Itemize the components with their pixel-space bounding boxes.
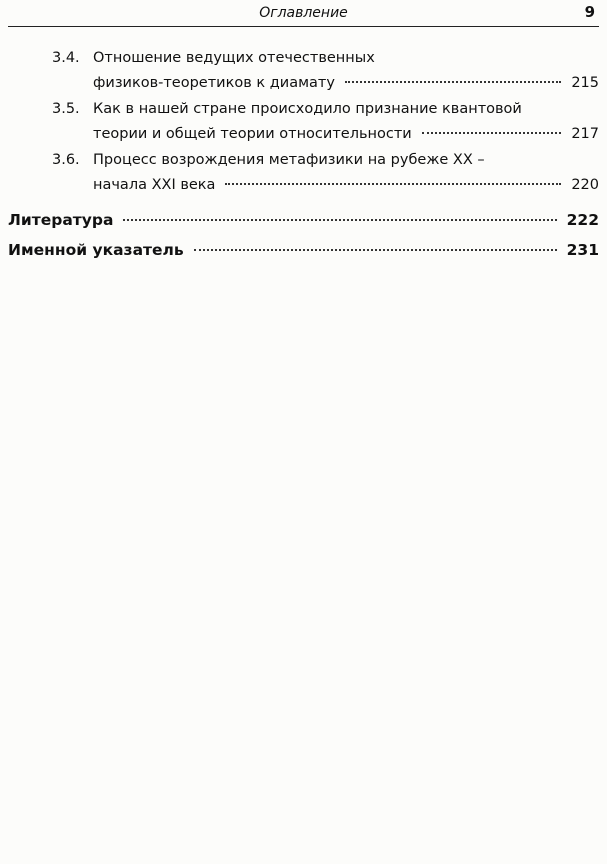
entry-number: 3.5. — [52, 101, 80, 117]
running-header — [8, 2, 599, 27]
entry-title-line2: физиков-теоретиков к диамату — [93, 75, 335, 91]
dot-leader — [225, 183, 561, 185]
entry-page: 217 — [571, 126, 599, 142]
entry-title: Именной указатель — [8, 241, 184, 259]
entry-title-line1: Как в нашей стране происходило признание квантовой — [93, 101, 522, 117]
dot-leader — [422, 132, 562, 134]
dot-leader — [194, 249, 557, 251]
header-title: Оглавление — [259, 5, 348, 21]
entry-title-line2: начала XXI века — [93, 177, 216, 193]
entry-page: 222 — [566, 211, 599, 229]
toc-entry-3-4[interactable] — [8, 46, 599, 96]
entry-title-line1: Отношение ведущих отечественных — [93, 50, 375, 66]
entry-page: 220 — [571, 177, 599, 193]
entry-title: Литература — [8, 211, 114, 229]
toc-entry-literature[interactable] — [8, 205, 599, 235]
entry-page: 231 — [566, 241, 599, 259]
toc-entry-name-index[interactable] — [8, 235, 599, 265]
entry-title-line2: теории и общей теории относительности — [93, 126, 412, 142]
dot-leader — [123, 219, 556, 221]
dot-leader — [345, 81, 561, 83]
entry-number: 3.6. — [52, 152, 80, 168]
table-of-contents — [8, 46, 599, 265]
entry-page: 215 — [571, 75, 599, 91]
toc-entry-3-5[interactable] — [8, 97, 599, 147]
header-page-number: 9 — [584, 3, 595, 21]
toc-entry-3-6[interactable] — [8, 148, 599, 198]
entry-number: 3.4. — [52, 50, 80, 66]
entry-title-line1: Процесс возрождения метафизики на рубеже XX – — [93, 152, 485, 168]
